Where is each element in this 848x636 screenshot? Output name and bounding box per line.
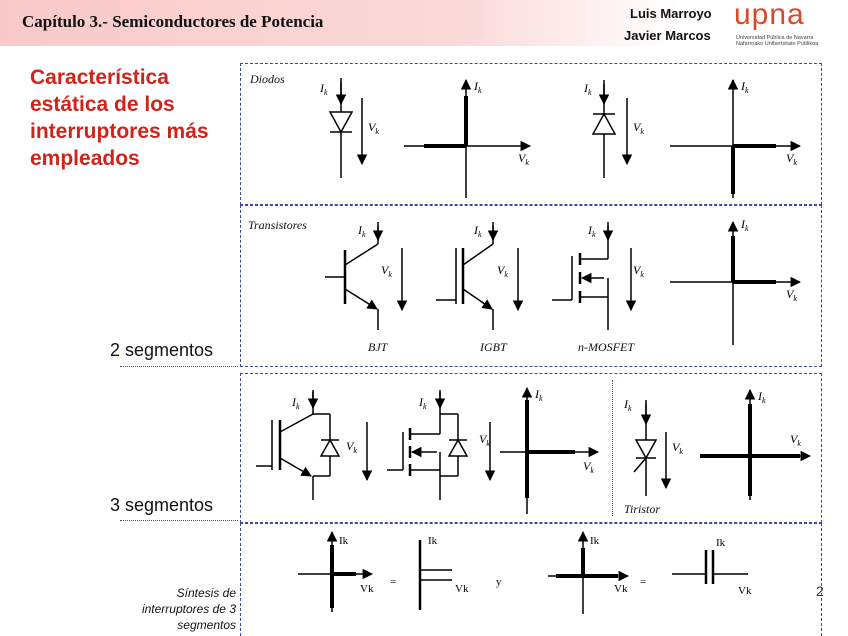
logo-sub-1: Universidad Pública de Navarra	[736, 35, 814, 41]
logo-sub-2: Nafarroako Unibertsitate Publikoa	[736, 41, 819, 47]
label-ik: $I_k$	[419, 395, 427, 411]
thyristor-label: Tiristor	[624, 502, 661, 516]
synthesis-symbol-2	[672, 550, 748, 584]
synthesis-axes-2	[548, 532, 628, 614]
diode-symbol-1	[330, 78, 362, 178]
label-vk: $V_k$	[790, 432, 801, 448]
label-vk: $V_k$	[479, 432, 490, 448]
logo-word: upna	[734, 0, 805, 31]
synth-and: y	[496, 576, 502, 588]
synthesis-symbol-1	[420, 540, 452, 610]
label-ik: $I_k$	[588, 223, 596, 239]
diode-characteristic-1	[404, 80, 530, 198]
diode-symbol-2	[593, 80, 627, 178]
label-ik: $I_k$	[535, 387, 543, 403]
three-segments-label: 3 segmentos	[110, 495, 214, 515]
synth-ik: Ik	[339, 535, 349, 547]
page-number: 2	[816, 583, 824, 599]
label-vk: $V_k$	[786, 287, 797, 303]
synth-equals: =	[390, 576, 397, 588]
igbt-label: IGBT	[480, 340, 507, 354]
author-1: Luis Marroyo	[630, 6, 712, 21]
transistor-characteristic	[670, 222, 800, 345]
thyristor-symbol	[634, 400, 666, 496]
label-ik: $I_k$	[741, 217, 749, 233]
label-vk: $V_k$	[786, 151, 797, 167]
synth-vk: Vk	[455, 583, 469, 595]
synth-vk: Vk	[738, 585, 752, 597]
slide-title: Característica estática de los interruptores más empleados	[30, 66, 209, 170]
diode-characteristic-2	[670, 80, 800, 198]
synthesis-label-line-2: interruptores de 3	[141, 602, 236, 616]
label-ik: $I_k$	[292, 395, 300, 411]
label-vk: $V_k$	[633, 263, 644, 279]
label-vk: $V_k$	[346, 439, 357, 455]
label-ik: $I_k$	[320, 81, 328, 97]
label-vk: $V_k$	[381, 263, 392, 279]
label-vk: $V_k$	[672, 440, 683, 456]
diodes-label: Diodos	[250, 72, 285, 86]
label-ik: $I_k$	[474, 79, 482, 95]
synthesis-label-line-3: segmentos	[177, 618, 236, 632]
mosfet-label: n-MOSFET	[578, 340, 634, 354]
author-2: Javier Marcos	[624, 28, 711, 43]
transistors-label: Transistores	[248, 218, 307, 232]
synth-vk: Vk	[360, 583, 374, 595]
label-ik: $I_k$	[358, 223, 366, 239]
synth-ik: Ik	[716, 537, 726, 549]
chapter-title: Capítulo 3.- Semiconductores de Potencia	[22, 12, 324, 31]
label-ik: $I_k$	[741, 79, 749, 95]
label-ik: $I_k$	[584, 81, 592, 97]
three-segment-characteristic	[500, 388, 598, 514]
two-segments-label: 2 segmentos	[110, 340, 214, 360]
label-ik: $I_k$	[758, 389, 766, 405]
label-vk: $V_k$	[583, 459, 594, 475]
synth-ik: Ik	[590, 535, 600, 547]
label-vk: $V_k$	[368, 120, 379, 136]
synthesis-axes-1	[298, 532, 372, 612]
mosfet-diode-symbol	[387, 390, 490, 500]
bjt-label: BJT	[368, 340, 388, 354]
synthesis-label-line-1: Síntesis de	[176, 586, 236, 600]
label-vk: $V_k$	[633, 120, 644, 136]
label-vk: $V_k$	[497, 263, 508, 279]
synth-equals: =	[640, 576, 647, 588]
synth-vk: Vk	[614, 583, 628, 595]
label-ik: $I_k$	[474, 223, 482, 239]
synth-ik: Ik	[428, 535, 438, 547]
label-ik: $I_k$	[624, 397, 632, 413]
label-vk: $V_k$	[518, 151, 529, 167]
